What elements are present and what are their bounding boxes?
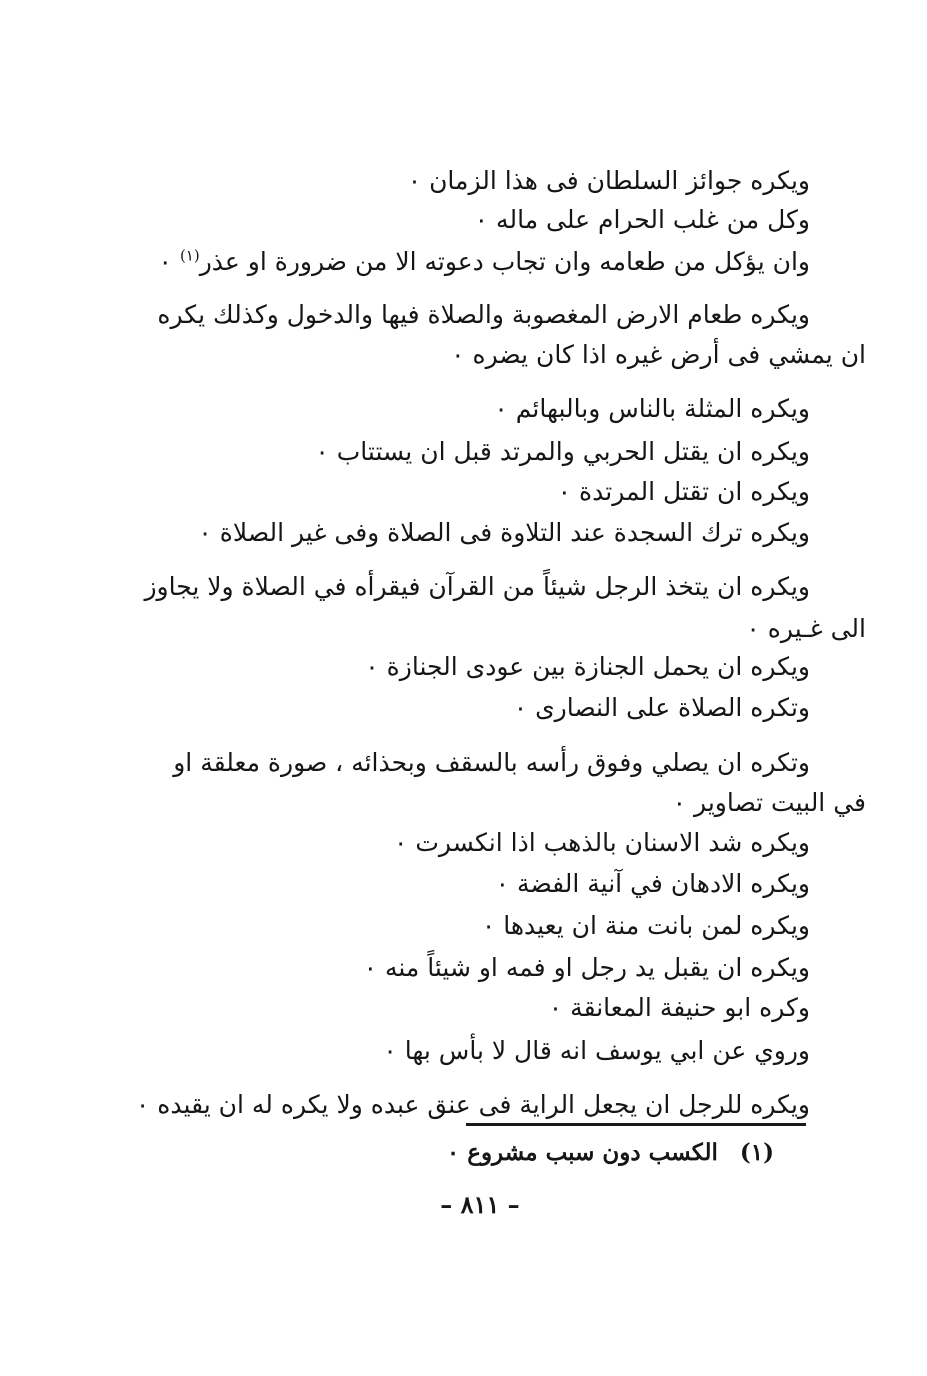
text-line: وتكره الصلاة على النصارى ٠ <box>513 693 810 722</box>
text-line: ويكره المثلة بالناس وبالبهائم ٠ <box>494 394 810 423</box>
text-line: ويكره ان يقبل يد رجل او فمه او شيئاً منه ٠ <box>363 953 810 982</box>
text-line: وكره ابو حنيفة المعانقة ٠ <box>548 993 810 1022</box>
text-line: وتكره ان يصلي وفوق رأسه بالسقف وبحذائه ، صورة معلقة او <box>173 748 810 777</box>
footnote-reference: (١) <box>179 246 200 265</box>
text-line: ويكره للرجل ان يجعل الراية فى عنق عبده ولا يكره له ان يقيده ٠ <box>135 1090 810 1119</box>
footnote-text: الكسب دون سبب مشروع ٠ <box>446 1139 718 1166</box>
text-line: في البيت تصاوير ٠ <box>672 788 866 817</box>
page-number: – ٨١١ – <box>440 1190 520 1219</box>
text-line: الى غـيره ٠ <box>746 614 866 643</box>
text-line: ويكره شد الاسنان بالذهب اذا انكسرت ٠ <box>393 828 810 857</box>
line-end-mark: ٠ <box>158 247 180 276</box>
text-line: ويكره ان يقتل الحربي والمرتد قبل ان يستتاب ٠ <box>315 437 810 466</box>
text-line: ويكره طعام الارض المغصوبة والصلاة فيها والدخول وكذلك يكره <box>157 300 810 329</box>
text-line: ويكره لمن بانت منة ان يعيدها ٠ <box>481 911 810 940</box>
text-line-content: وان يؤكل من طعامه وان تجاب دعوته الا من ضرورة او عذر <box>199 247 810 276</box>
text-line <box>159 247 810 277</box>
footnote-divider <box>466 1123 806 1126</box>
text-line: ويكره ان يتخذ الرجل شيئاً من القرآن فيقرأه في الصلاة ولا يجاوز <box>144 572 810 601</box>
text-line: ويكره الادهان في آنية الفضة ٠ <box>495 869 810 898</box>
text-line: وكل من غلب الحرام على ماله ٠ <box>474 205 810 234</box>
footnote-marker: (١) <box>739 1139 774 1166</box>
text-line: ويكره ان يحمل الجنازة بين عودى الجنازة ٠ <box>365 652 810 681</box>
text-line: ويكره ان تقتل المرتدة ٠ <box>557 477 810 506</box>
text-line: ويكره ترك السجدة عند التلاوة فى الصلاة وفى غير الصلاة ٠ <box>198 518 810 547</box>
footnote <box>150 1138 774 1168</box>
text-line: وروي عن ابي يوسف انه قال لا بأس بها ٠ <box>383 1036 810 1065</box>
text-line: ان يمشي فى أرض غيره اذا كان يضره ٠ <box>451 340 866 369</box>
text-line: ويكره جوائز السلطان فى هذا الزمان ٠ <box>407 166 810 195</box>
